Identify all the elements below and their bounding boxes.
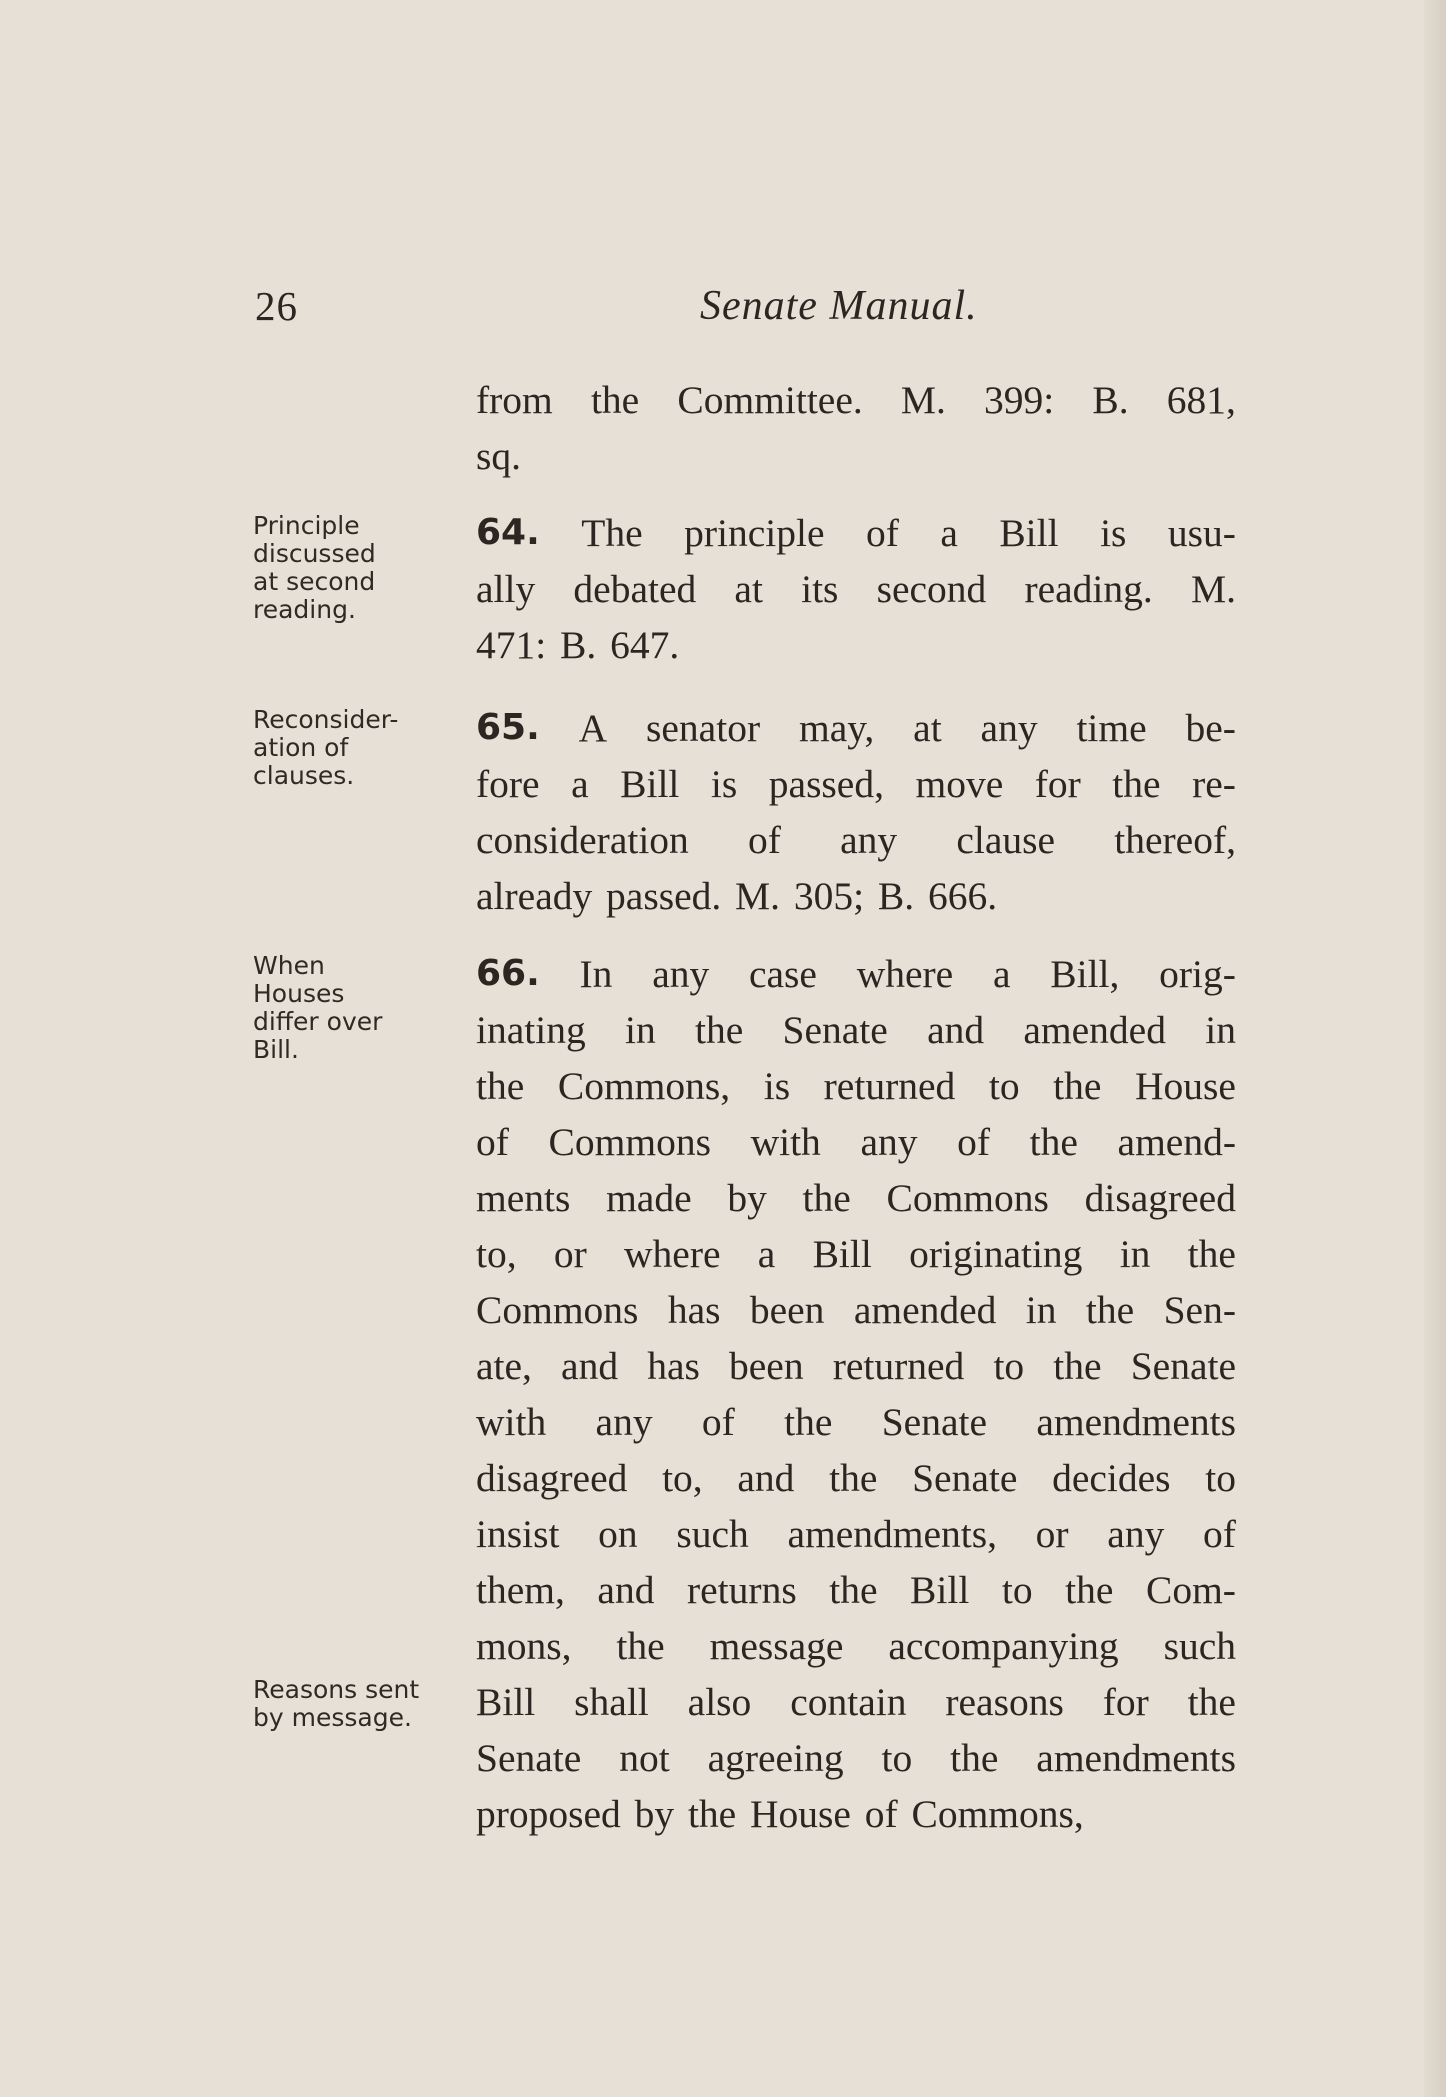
text-line [476,1450,1236,1506]
word: has [667,1288,721,1332]
word: where [856,952,954,996]
word: any [595,1400,653,1444]
text-line [476,1058,1236,1114]
word: thereof, [1114,818,1236,862]
text-line [476,1170,1236,1226]
word: Senate [782,1008,888,1052]
word: case [748,952,817,996]
word: in [1025,1288,1057,1332]
section-number: 64. [476,512,540,553]
sidenote-line: Principle [253,511,360,540]
word: the [1085,1288,1135,1332]
section-number: 66. [476,953,540,994]
word: to [881,1736,913,1780]
text-line [476,617,1236,673]
text-line [476,1394,1236,1450]
word: insist [476,1512,560,1556]
word: Senate [881,1400,987,1444]
word: returned [832,1344,965,1388]
word: any [840,818,898,862]
word: originating [909,1232,1083,1276]
word: a [757,1232,776,1276]
word: Bill, [1050,952,1120,996]
word: M. [900,378,946,422]
word: been [749,1288,825,1332]
word: for [1102,1680,1149,1724]
word: to [993,1344,1025,1388]
word: the [829,1568,878,1612]
word: ally [476,567,536,611]
word: principle [684,511,825,555]
word: re- [1192,762,1236,806]
word: the [1112,762,1161,806]
word: Committee. [677,378,863,422]
text-line [476,1674,1236,1730]
word: to, [476,1232,517,1276]
sidenote-line: at second [253,567,376,596]
word: accompanying [888,1624,1119,1668]
word: at [734,567,763,611]
word: amended [853,1288,997,1332]
word: Senate [1130,1344,1236,1388]
word: inating [476,1008,586,1052]
text-line [476,1562,1236,1618]
text-line [476,1226,1236,1282]
word: fore [476,762,540,806]
word: the [950,1736,999,1780]
word: B. [560,623,597,667]
word: amendments [1036,1736,1236,1780]
word: message [709,1624,844,1668]
word: the [1187,1232,1236,1276]
sidenote-line: ation of [253,733,349,762]
word: the [1029,1120,1078,1164]
word: returns [687,1568,797,1612]
section-number: 65. [476,707,540,748]
word: the [694,1008,744,1052]
word: senator [646,706,761,750]
word: to, [662,1456,703,1500]
word: amend- [1117,1120,1236,1164]
word: Commons [886,1176,1049,1220]
word: clause [956,818,1056,862]
word: A [578,706,608,750]
word: in [1205,1008,1236,1052]
text-line [476,1786,1236,1842]
word: the [616,1624,665,1668]
word: made [606,1176,692,1220]
word: a [940,511,958,555]
word: on [598,1512,638,1556]
text-line [476,561,1236,617]
page-edge [1424,0,1446,2097]
text-line [476,1282,1236,1338]
page-number: 26 [255,283,298,329]
word: The [581,511,643,555]
word: move [915,762,1004,806]
word: returned [823,1064,956,1108]
sidenote-reconsideration [253,706,453,790]
word: time [1076,706,1147,750]
text-line [476,1506,1236,1562]
word: of [748,818,781,862]
word: M. [735,874,781,918]
word: Bill [910,1568,970,1612]
word: ments [476,1176,571,1220]
word: and [561,1344,619,1388]
word: the [476,1064,525,1108]
sidenote-line: reading. [253,595,356,624]
word: B. [1092,378,1129,422]
section-66 [476,946,1236,1842]
word: amendments [1036,1400,1236,1444]
word: reasons [945,1680,1064,1724]
word: second [876,567,987,611]
word: ate, [476,1344,532,1388]
word: such [1163,1624,1236,1668]
word: shall [574,1680,649,1724]
word: Commons, [911,1792,1084,1836]
word: Bill [999,511,1059,555]
word: the [687,1792,737,1836]
word: In [579,952,613,996]
word: is [1100,511,1127,555]
word: may, [798,706,875,750]
word: passed, [768,762,884,806]
word: and [927,1008,985,1052]
text-line [476,1002,1236,1058]
text-line [476,1730,1236,1786]
word: the [1065,1568,1114,1612]
word: the [1187,1680,1236,1724]
word: the [590,378,640,422]
word: amended [1023,1008,1166,1052]
text-line [476,1618,1236,1674]
word: of [957,1120,991,1164]
word: from [476,378,553,422]
sidenote-principle-discussed [253,512,453,624]
sidenote-line: by message. [253,1703,412,1732]
text-line [476,756,1236,812]
word: disagreed [476,1456,628,1500]
word: of [1203,1512,1236,1556]
running-head [255,282,1235,342]
word: with [476,1400,547,1444]
word: of [864,1792,898,1836]
word: and [597,1568,655,1612]
word: Bill [812,1232,872,1276]
word: House [750,1792,851,1836]
word: 647. [610,623,680,667]
word: any [652,952,710,996]
word: 681, [1166,378,1236,422]
word: Bill [476,1680,536,1724]
word: is [710,762,738,806]
word: a [571,762,589,806]
word: Commons [476,1288,639,1332]
word: consideration [476,818,689,862]
word: of [476,1120,509,1164]
word: in [1119,1232,1151,1276]
sidenote-houses-differ [253,952,453,1064]
word: Commons [548,1120,711,1164]
word: of [701,1400,735,1444]
word: its [801,567,839,611]
word: reading. [1024,567,1153,611]
word: by [634,1792,675,1836]
word: 399: [984,378,1055,422]
continuation-paragraph [476,372,1236,484]
word: with [750,1120,821,1164]
word: to [988,1064,1020,1108]
word: sq. [476,434,521,478]
sidenote-line: Reasons sent [253,1675,420,1704]
word: amendments, [787,1512,997,1556]
word: of [865,511,899,555]
word: been [729,1344,804,1388]
word: passed. [606,874,722,918]
word: any [980,706,1038,750]
text-line [476,372,1236,428]
text-line [476,868,1236,924]
word: Bill [620,762,680,806]
word: has [647,1344,700,1388]
word: also [687,1680,752,1724]
word: in [624,1008,656,1052]
word: 305; [793,874,865,918]
sidenote-line: Reconsider- [253,705,399,734]
text-line [476,428,1236,484]
sidenote-line: discussed [253,539,376,568]
word: the [829,1456,878,1500]
sidenote-line: differ over [253,1007,383,1036]
word: disagreed [1084,1176,1236,1220]
word: or [553,1232,587,1276]
sidenote-line: clauses. [253,761,355,790]
word: at [913,706,942,750]
word: or [1035,1512,1069,1556]
sidenote-line: Houses [253,979,345,1008]
sidenote-line: Bill. [253,1035,299,1064]
section-64 [476,505,1236,673]
word: mons, [476,1624,572,1668]
word: any [860,1120,918,1164]
text-line [476,946,1236,1002]
word: for [1034,762,1081,806]
word: is [763,1064,791,1108]
word: the [1053,1064,1102,1108]
word: proposed [476,1792,621,1836]
word: Senate [912,1456,1018,1500]
word: Com- [1145,1568,1236,1612]
word: 666. [927,874,998,918]
sidenote-reasons-sent [253,1676,453,1732]
word: usu- [1167,511,1236,555]
word: B. [877,874,915,918]
word: to [1205,1456,1236,1500]
running-title: Senate Manual. [700,283,978,329]
word: House [1135,1064,1236,1108]
word: decides [1052,1456,1171,1500]
text-line [476,812,1236,868]
word: them, [476,1568,565,1612]
word: not [619,1736,670,1780]
word: a [992,952,1011,996]
word: the [1053,1344,1102,1388]
word: the [802,1176,851,1220]
word: such [676,1512,749,1556]
word: the [784,1400,833,1444]
word: agreeing [707,1736,844,1780]
sidenote-line: When [253,951,325,980]
word: Sen- [1163,1288,1236,1332]
word: 471: [476,623,547,667]
text-line [476,700,1236,756]
word: and [737,1456,795,1500]
word: Senate [476,1736,582,1780]
word: M. [1190,567,1236,611]
word: contain [790,1680,907,1724]
word: any [1107,1512,1165,1556]
word: where [624,1232,721,1276]
word: by [727,1176,767,1220]
text-line [476,1114,1236,1170]
text-line [476,1338,1236,1394]
word: orig- [1159,952,1236,996]
word: debated [573,567,697,611]
word: Commons, [557,1064,731,1108]
word: be- [1185,706,1236,750]
word: already [476,874,593,918]
text-line [476,505,1236,561]
section-65 [476,700,1236,924]
word: to [1001,1568,1033,1612]
